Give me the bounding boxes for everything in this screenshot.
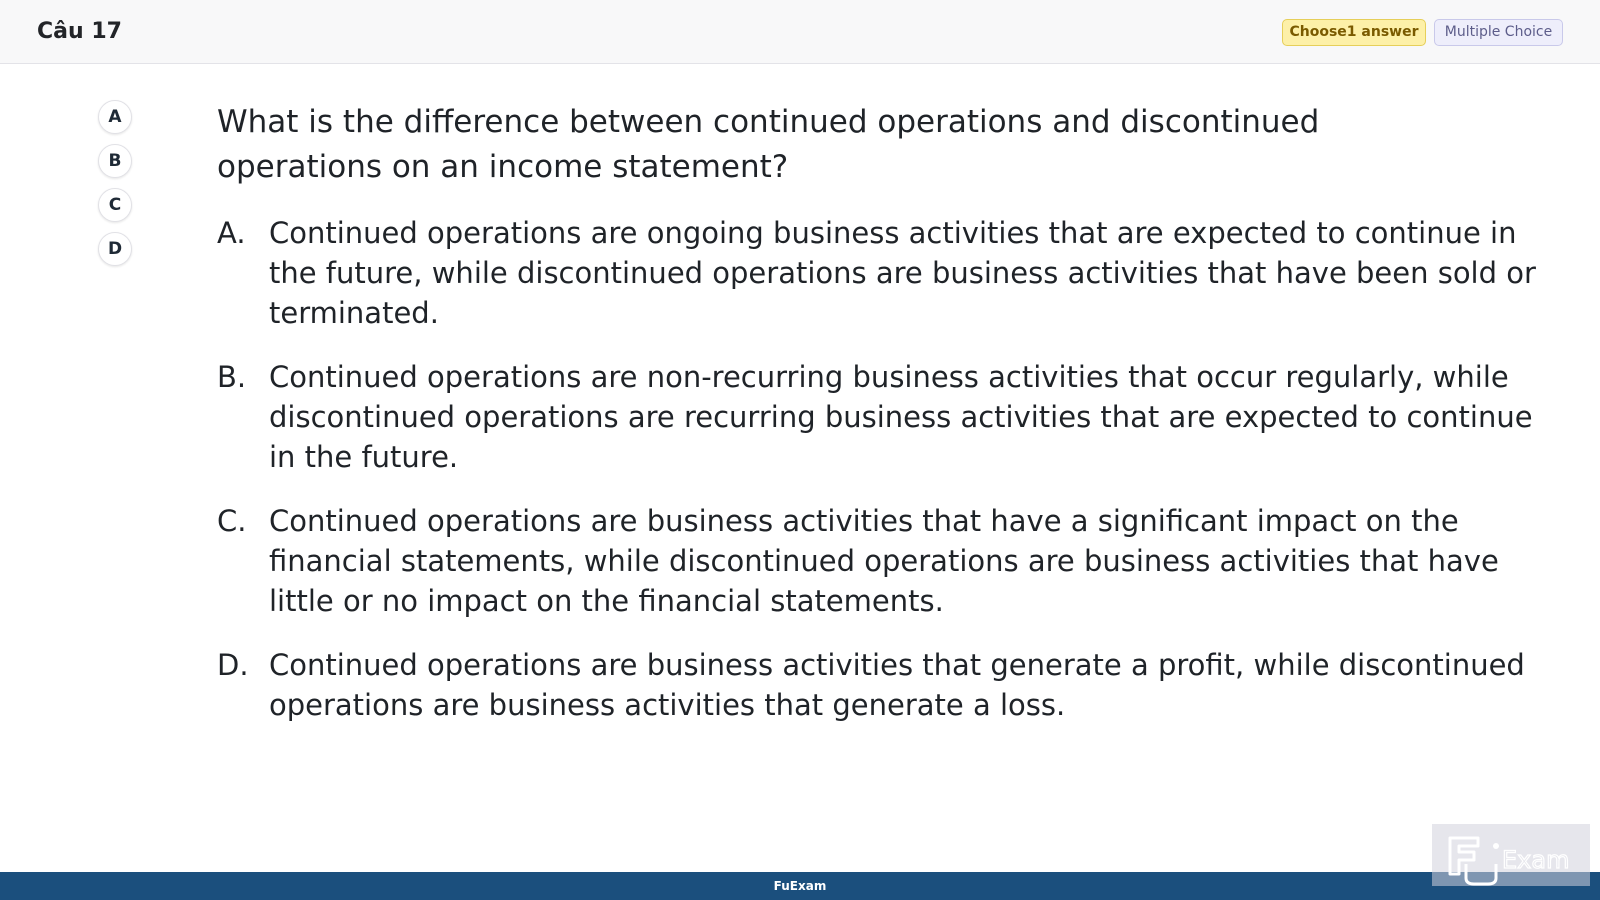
question-number: Câu 17 [37, 19, 122, 44]
option-a[interactable] [217, 213, 1542, 333]
question-text: What is the difference between continued operations and discontinued operations on an income statement? [217, 104, 1320, 185]
choose-answer-badge: Choose1 answer [1282, 19, 1426, 46]
option-letter: B. [217, 360, 247, 394]
answer-nav-d-button[interactable]: D [98, 232, 132, 266]
answer-nav [98, 100, 134, 276]
option-c[interactable] [217, 501, 1542, 621]
answer-nav-c-button[interactable]: C [98, 188, 132, 222]
svg-text:Exam: Exam [1502, 846, 1570, 874]
answer-nav-a-button[interactable]: A [98, 100, 132, 134]
option-text: Continued operations are non-recurring business activities that occur regularly, while discontinued operations are recurring business activities that are expected to continue in the future. [269, 360, 1533, 474]
option-text: Continued operations are business activities that generate a profit, while discontinued operations are business activities that generate a loss. [269, 648, 1525, 722]
fu-exam-logo-icon [1432, 824, 1590, 886]
option-letter: C. [217, 504, 247, 538]
option-text: Continued operations are ongoing business activities that are expected to continue in the future, while discontinued operations are business activities that have been sold or terminated. [269, 216, 1536, 330]
option-b[interactable] [217, 357, 1542, 477]
options-list [217, 213, 1542, 749]
footer-bar [0, 872, 1600, 900]
option-text: Continued operations are business activities that have a significant impact on the financial statements, while discontinued operations are business activities that have little or no impact on the financial statements. [269, 504, 1499, 618]
option-letter: A. [217, 216, 246, 250]
question-header [0, 0, 1600, 64]
question-type-badge: Multiple Choice [1434, 19, 1563, 46]
option-letter: D. [217, 648, 249, 682]
footer-brand: FuExam [773, 879, 827, 893]
answer-nav-b-button[interactable]: B [98, 144, 132, 178]
option-d[interactable] [217, 645, 1542, 725]
